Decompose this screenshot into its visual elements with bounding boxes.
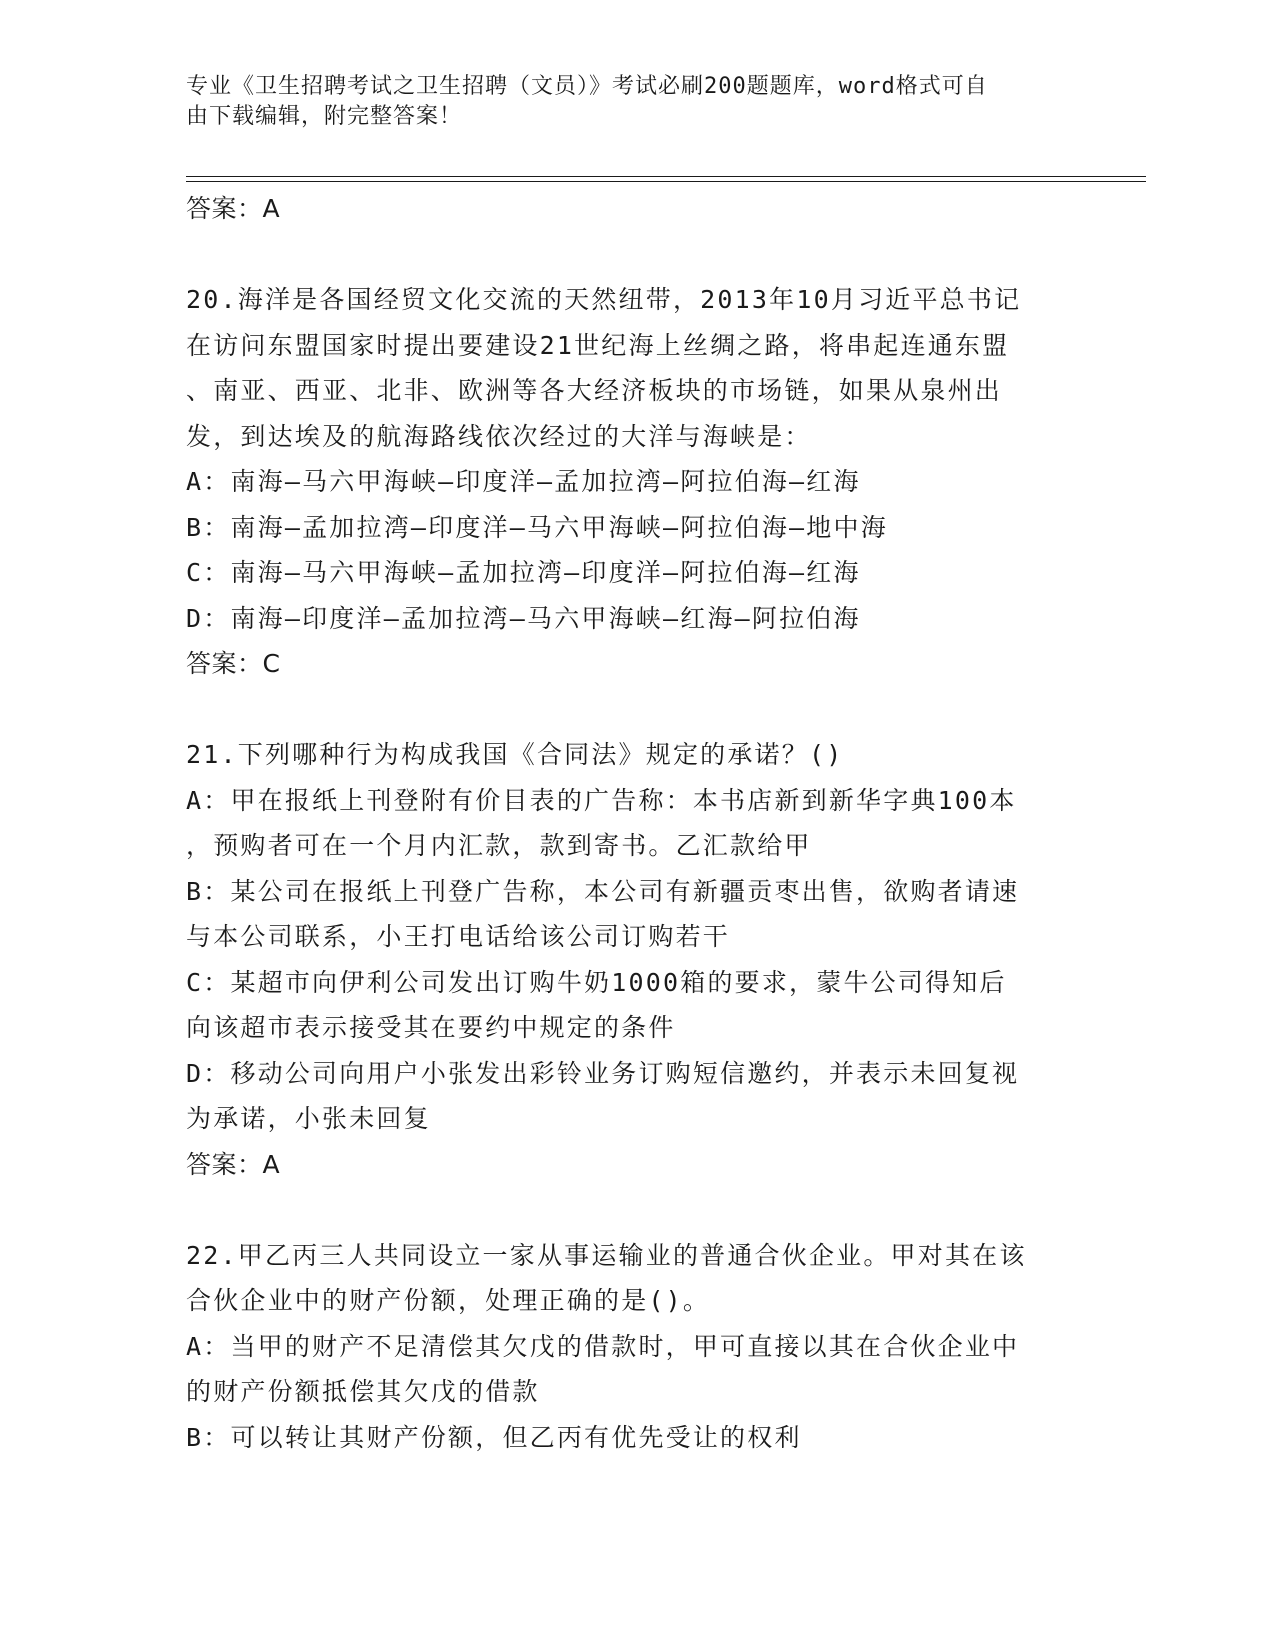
option-b: B：某公司在报纸上刊登广告称，本公司有新疆贡枣出售，欲购者请速 bbox=[186, 876, 1020, 906]
question-21 bbox=[186, 732, 1076, 1187]
option-c: C：南海—马六甲海峡—孟加拉湾—印度洋—阿拉伯海—红海 bbox=[186, 558, 861, 587]
option-b: B：可以转让其财产份额，但乙丙有优先受让的权利 bbox=[186, 1422, 802, 1452]
option-c: C：某超市向伊利公司发出订购牛奶1000箱的要求，蒙牛公司得知后 bbox=[186, 967, 1007, 997]
option-a: A：南海—马六甲海峡—印度洋—孟加拉湾—阿拉伯海—红海 bbox=[186, 467, 861, 496]
spacer bbox=[186, 687, 1076, 733]
answer-line: 答案：A bbox=[186, 194, 281, 223]
question-22 bbox=[186, 1233, 1076, 1461]
option-d: D：南海—印度洋—孟加拉湾—马六甲海峡—红海—阿拉伯海 bbox=[186, 603, 861, 633]
question-text-line: 合伙企业中的财产份额，处理正确的是()。 bbox=[186, 1286, 711, 1315]
answer-line: 答案：C bbox=[186, 649, 281, 678]
option-a: A：甲在报纸上刊登附有价目表的广告称：本书店新到新华字典100本 bbox=[186, 785, 1017, 815]
question-text-line: 发，到达埃及的航海路线依次经过的大洋与海峡是： bbox=[186, 421, 812, 451]
document-body bbox=[186, 186, 1076, 1460]
option-a-continued: ，预购者可在一个月内汇款，款到寄书。乙汇款给甲 bbox=[186, 831, 812, 860]
option-d: D：移动公司向用户小张发出彩铃业务订购短信邀约，并表示未回复视 bbox=[186, 1058, 1020, 1088]
option-d-continued: 为承诺，小张未回复 bbox=[186, 1104, 431, 1133]
question-text-line: 在访问东盟国家时提出要建设21世纪海上丝绸之路，将串起连通东盟 bbox=[186, 330, 1010, 360]
header-divider-thin bbox=[186, 176, 1146, 177]
option-b: B：南海—孟加拉湾—印度洋—马六甲海峡—阿拉伯海—地中海 bbox=[186, 512, 888, 542]
option-a: A：当甲的财产不足清偿其欠戊的借款时，甲可直接以其在合伙企业中 bbox=[186, 1331, 1020, 1361]
spacer bbox=[186, 1187, 1076, 1233]
question-20 bbox=[186, 277, 1076, 687]
header-line-1: 专业《卫生招聘考试之卫生招聘（文员）》考试必刷200题题库，word格式可自 bbox=[186, 74, 988, 99]
answer-line: 答案：A bbox=[186, 1149, 281, 1179]
question-text-line: 22.甲乙丙三人共同设立一家从事运输业的普通合伙企业。甲对其在该 bbox=[186, 1240, 1027, 1270]
option-b-continued: 与本公司联系，小王打电话给该公司订购若干 bbox=[186, 922, 731, 951]
question-text-line: 20.海洋是各国经贸文化交流的天然纽带，2013年10月习近平总书记 bbox=[186, 285, 1022, 314]
option-a-continued: 的财产份额抵偿其欠戊的借款 bbox=[186, 1377, 540, 1406]
header-divider-thick bbox=[186, 181, 1146, 182]
header-line-2: 由下载编辑，附完整答案！ bbox=[186, 104, 463, 129]
question-text-line: 21.下列哪种行为构成我国《合同法》规定的承诺？() bbox=[186, 740, 844, 769]
spacer bbox=[186, 232, 1076, 278]
option-c-continued: 向该超市表示接受其在要约中规定的条件 bbox=[186, 1013, 676, 1042]
document-header bbox=[186, 72, 1066, 132]
question-text-line: 、南亚、西亚、北非、欧洲等各大经济板块的市场链，如果从泉州出 bbox=[186, 376, 1003, 405]
